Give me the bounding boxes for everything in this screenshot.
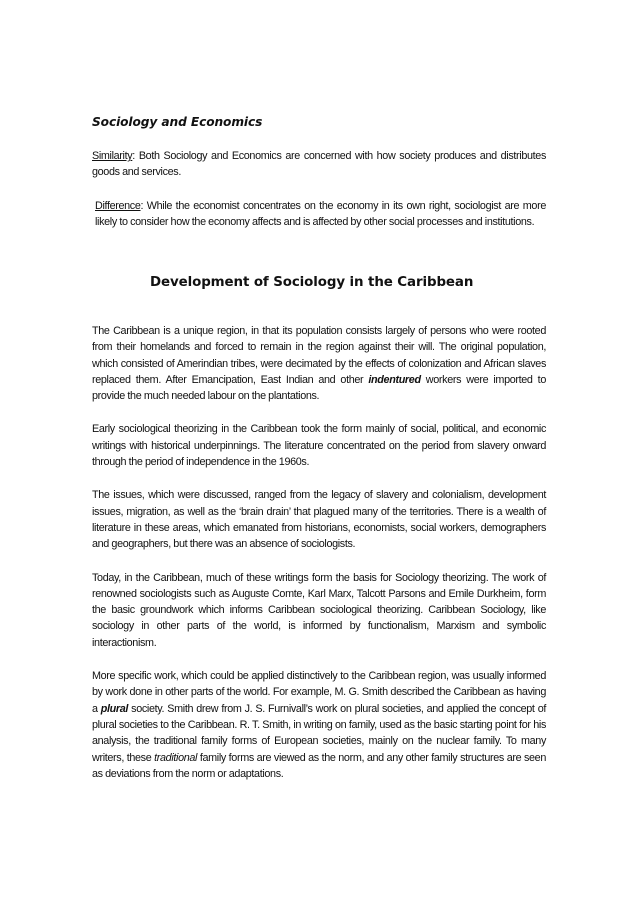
paragraph-1-b: workers were imported to provide the much needed labour on the plantations. <box>92 373 546 403</box>
paragraph-5-c: family forms are viewed as the norm, and any other family structures are seen as deviations from the norm or adaptations. <box>92 751 546 780</box>
section-development-body <box>92 323 546 799</box>
paragraph-5-a: More specific work, which could be applied distinctively to the Caribbean region, was usually informed by work done in other parts of the world. For example, M. G. Smith described the Caribbean as having a <box>92 670 546 715</box>
section-heading: Sociology and Economics <box>92 115 263 129</box>
paragraph-5-b: society. Smith drew from J. S. Furnivall’s work on plural societies, and applied the concept of plural societies to the Caribbean. R. T. Smith, in writing on family, used as the basic starting point for his analysis, the traditional family forms of European societies, mainly on the nuclear family. To many writers, these <box>92 702 546 764</box>
paragraph-5-em2: traditional <box>154 751 198 764</box>
similarity-label: Similarity <box>92 150 133 162</box>
paragraph-5 <box>92 668 546 782</box>
paragraph-2: Early sociological theorizing in the Caribbean took the form mainly of social, political, and economic writings with historical underpinnings. The literature concentrated on the period from slavery onward through the period of independence in the 1960s. <box>92 423 546 469</box>
paragraph-1-a: The Caribbean is a unique region, in that its population consists largely of persons who were rooted from their homelands and forced to remain in the region against their will. The original population, which consisted of Amerindian tribes, were decimated by the effects of colonization and African slaves replaced them. After Emancipation, East Indian and other <box>92 325 546 386</box>
difference-paragraph <box>92 198 546 231</box>
paragraph-4: Today, in the Caribbean, much of these writings form the basis for Sociology theorizing. The work of renowned sociologists such as Auguste Comte, Karl Marx, Talcott Parsons and Emile Durkheim, form the basic groundwork which informs Caribbean sociological theorizing. Caribbean Sociology, like sociology in other parts of the world, is informed by functionalism, Marxism and symbolic interactionism. <box>92 571 546 649</box>
section-sociology-economics <box>92 114 546 247</box>
difference-text: : While the economist concentrates on the economy in its own right, sociologist are more likely to consider how the economy affects and is affected by other social processes and institutions. <box>95 199 546 228</box>
paragraph-5-em1: plural <box>100 702 129 715</box>
difference-label: Difference <box>95 199 141 212</box>
page-title: Development of Sociology in the Caribbean <box>150 275 474 290</box>
similarity-paragraph <box>92 148 546 181</box>
paragraph-1-em: indentured <box>368 373 421 386</box>
paragraph-1 <box>92 323 546 404</box>
similarity-text: : Both Sociology and Economics are concerned with how society produces and distributes goods and services. <box>92 150 546 179</box>
paragraph-3: The issues, which were discussed, ranged from the legacy of slavery and colonialism, development issues, migration, as well as the ‘brain drain’ that plagued many of the territories. There is a wealth of literature in these areas, which emanated from historians, economists, social workers, demographers and geographers, but there was an absence of sociologists. <box>92 489 546 551</box>
